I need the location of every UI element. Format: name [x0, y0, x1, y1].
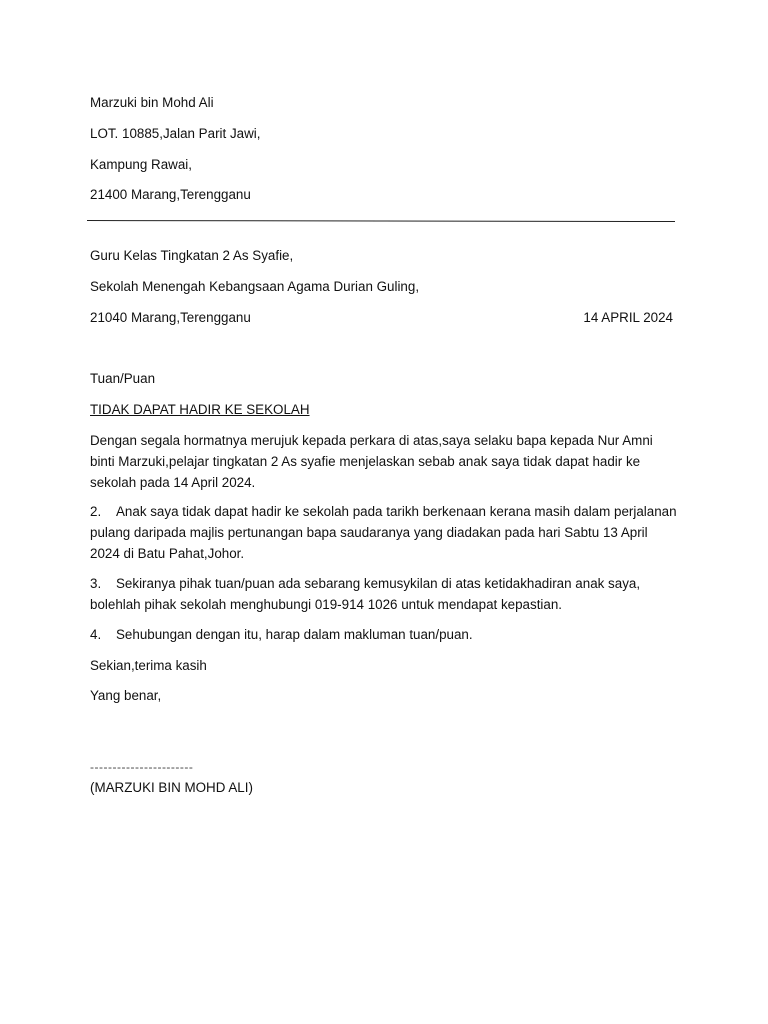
paragraph-3-number: 3. [90, 576, 102, 591]
sender-address-line-3: 21400 Marang,Terengganu [90, 187, 251, 202]
sender-address-line-2: Kampung Rawai, [90, 157, 192, 172]
paragraph-2 [90, 501, 680, 564]
recipient-line-2: Sekolah Menengah Kebangsaan Agama Durian Guling, [90, 279, 420, 294]
subject-heading: TIDAK DAPAT HADIR KE SEKOLAH [90, 402, 310, 417]
sender-address-line-1: LOT. 10885,Jalan Parit Jawi, [90, 126, 261, 141]
salutation: Tuan/Puan [90, 371, 156, 386]
paragraph-3 [90, 573, 680, 615]
paragraph-4-text: Sehubungan dengan itu, harap dalam makluman tuan/puan. [116, 627, 473, 642]
paragraph-1: Dengan segala hormatnya merujuk kepada perkara di atas,saya selaku bapa kepada Nur Amni binti Marzuki,pelajar tingkatan 2 As syafie menjelaskan sebab anak saya tidak dapat hadir ke sekolah pada 14 April 2024. [90, 433, 653, 490]
signature-line: ----------------------- [90, 760, 194, 774]
recipient-line-3: 21040 Marang,Terengganu [90, 310, 251, 325]
letter-date: 14 APRIL 2024 [583, 310, 673, 325]
sender-name: Marzuki bin Mohd Ali [90, 95, 214, 110]
paragraph-2-text: Anak saya tidak dapat hadir ke sekolah pada tarikh berkenaan kerana masih dalam perjalanan pulang daripada majlis pertunangan bapa saudaranya yang diadakan pada hari Sabtu 13 April 2024 di Batu Pahat,Johor. [90, 504, 677, 561]
paragraph-4-number: 4. [90, 627, 102, 642]
paragraph-4 [90, 624, 680, 645]
paragraph-2-number: 2. [90, 504, 102, 519]
recipient-line-1: Guru Kelas Tingkatan 2 As Syafie, [90, 248, 294, 263]
signatory-name: (MARZUKI BIN MOHD ALI) [90, 780, 253, 795]
closing-sign-off: Yang benar, [90, 688, 162, 703]
header-divider [87, 220, 675, 222]
closing-thanks: Sekian,terima kasih [90, 658, 207, 673]
paragraph-3-text: Sekiranya pihak tuan/puan ada sebarang kemusykilan di atas ketidakhadiran anak saya, bolehlah pihak sekolah menghubungi 019-914 1026 untuk mendapat kepastian. [90, 576, 641, 612]
